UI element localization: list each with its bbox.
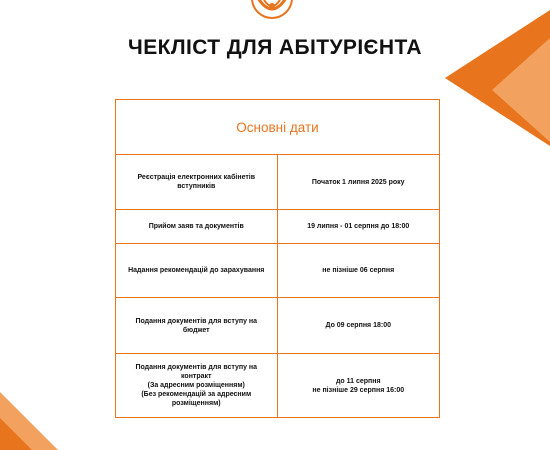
- table-row: [116, 244, 439, 298]
- row-value: не пізніше 06 серпня: [322, 267, 395, 274]
- row-label: Подання документів для вступу на бюджет: [116, 298, 278, 353]
- page-title: ЧЕКЛІСТ ДЛЯ АБІТУРІЄНТА: [128, 36, 422, 59]
- table-header: Основні дати: [116, 100, 439, 155]
- row-value: Початок 1 липня 2025 року: [311, 178, 405, 186]
- row-value: 19 липня - 01 серпня до 18:00: [307, 223, 410, 230]
- table-row: [116, 298, 439, 354]
- row-label: Реєстрація електронних кабінетів вступників: [116, 155, 278, 209]
- row-label: Прийом заяв та документів: [116, 210, 278, 243]
- row-label: Подання документів для вступу на контракт (За адресним розміщенням) (Без рекомендацій за адресним розміщенням): [116, 354, 278, 417]
- table-row: [116, 354, 439, 417]
- dates-table: [115, 99, 440, 418]
- table-row: [116, 210, 439, 244]
- row-value: до 11 серпня не пізніше 29 серпня 16:00: [312, 377, 405, 394]
- logo-emblem-icon: [248, 0, 296, 22]
- table-row: [116, 155, 439, 210]
- row-value: До 09 серпня 18:00: [325, 322, 391, 329]
- decor-triangle-left-dark: [0, 418, 32, 450]
- row-label: Надання рекомендацій до зарахування: [116, 244, 278, 297]
